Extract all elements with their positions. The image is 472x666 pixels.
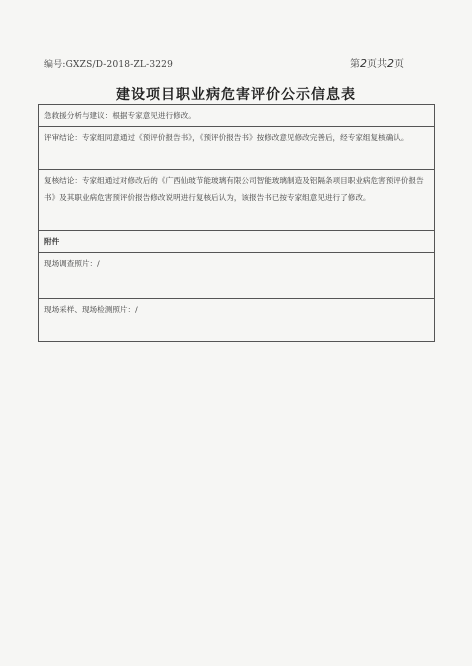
- table-row: [39, 253, 435, 299]
- page-total-handwritten: 2: [387, 57, 394, 70]
- table-row: [39, 127, 435, 170]
- page-mid: 页共: [367, 59, 387, 70]
- table-row: [39, 299, 435, 342]
- recheck-conclusion-cell: 复核结论：专家组通过对修改后的《广西仙玻节能玻璃有限公司智能玻璃制造及铝隔条项目职业病危害预评价报告书》及其职业病危害预评价报告修改说明进行复核后认为，该报告书已按专家组意见进行了修改。: [39, 170, 435, 231]
- table-row: [39, 170, 435, 231]
- emergency-advice-cell: 急救援分析与建议：根据专家意见进行修改。: [39, 105, 435, 127]
- info-table: [38, 104, 435, 342]
- table-row: [39, 231, 435, 253]
- sampling-photos-cell: 现场采样、现场检测照片：/: [39, 299, 435, 342]
- page-prefix: 第: [350, 59, 360, 70]
- page-indicator: [350, 55, 404, 70]
- table-row: [39, 105, 435, 127]
- attachment-heading-cell: 附件: [39, 231, 435, 253]
- document-number-value: GXZS/D-2018-ZL-3229: [65, 60, 174, 70]
- document-number-label: 编号:: [44, 60, 66, 70]
- document-number: [44, 57, 173, 70]
- review-conclusion-cell: 评审结论：专家组同意通过《预评价报告书》，《预评价报告书》按修改意见修改完善后，经专家组复核确认。: [39, 127, 435, 170]
- page-title: 建设项目职业病危害评价公示信息表: [116, 87, 356, 103]
- site-survey-photos-cell: 现场调查照片：/: [39, 253, 435, 299]
- page-current-handwritten: 2: [360, 57, 367, 70]
- page-suffix: 页: [394, 59, 404, 70]
